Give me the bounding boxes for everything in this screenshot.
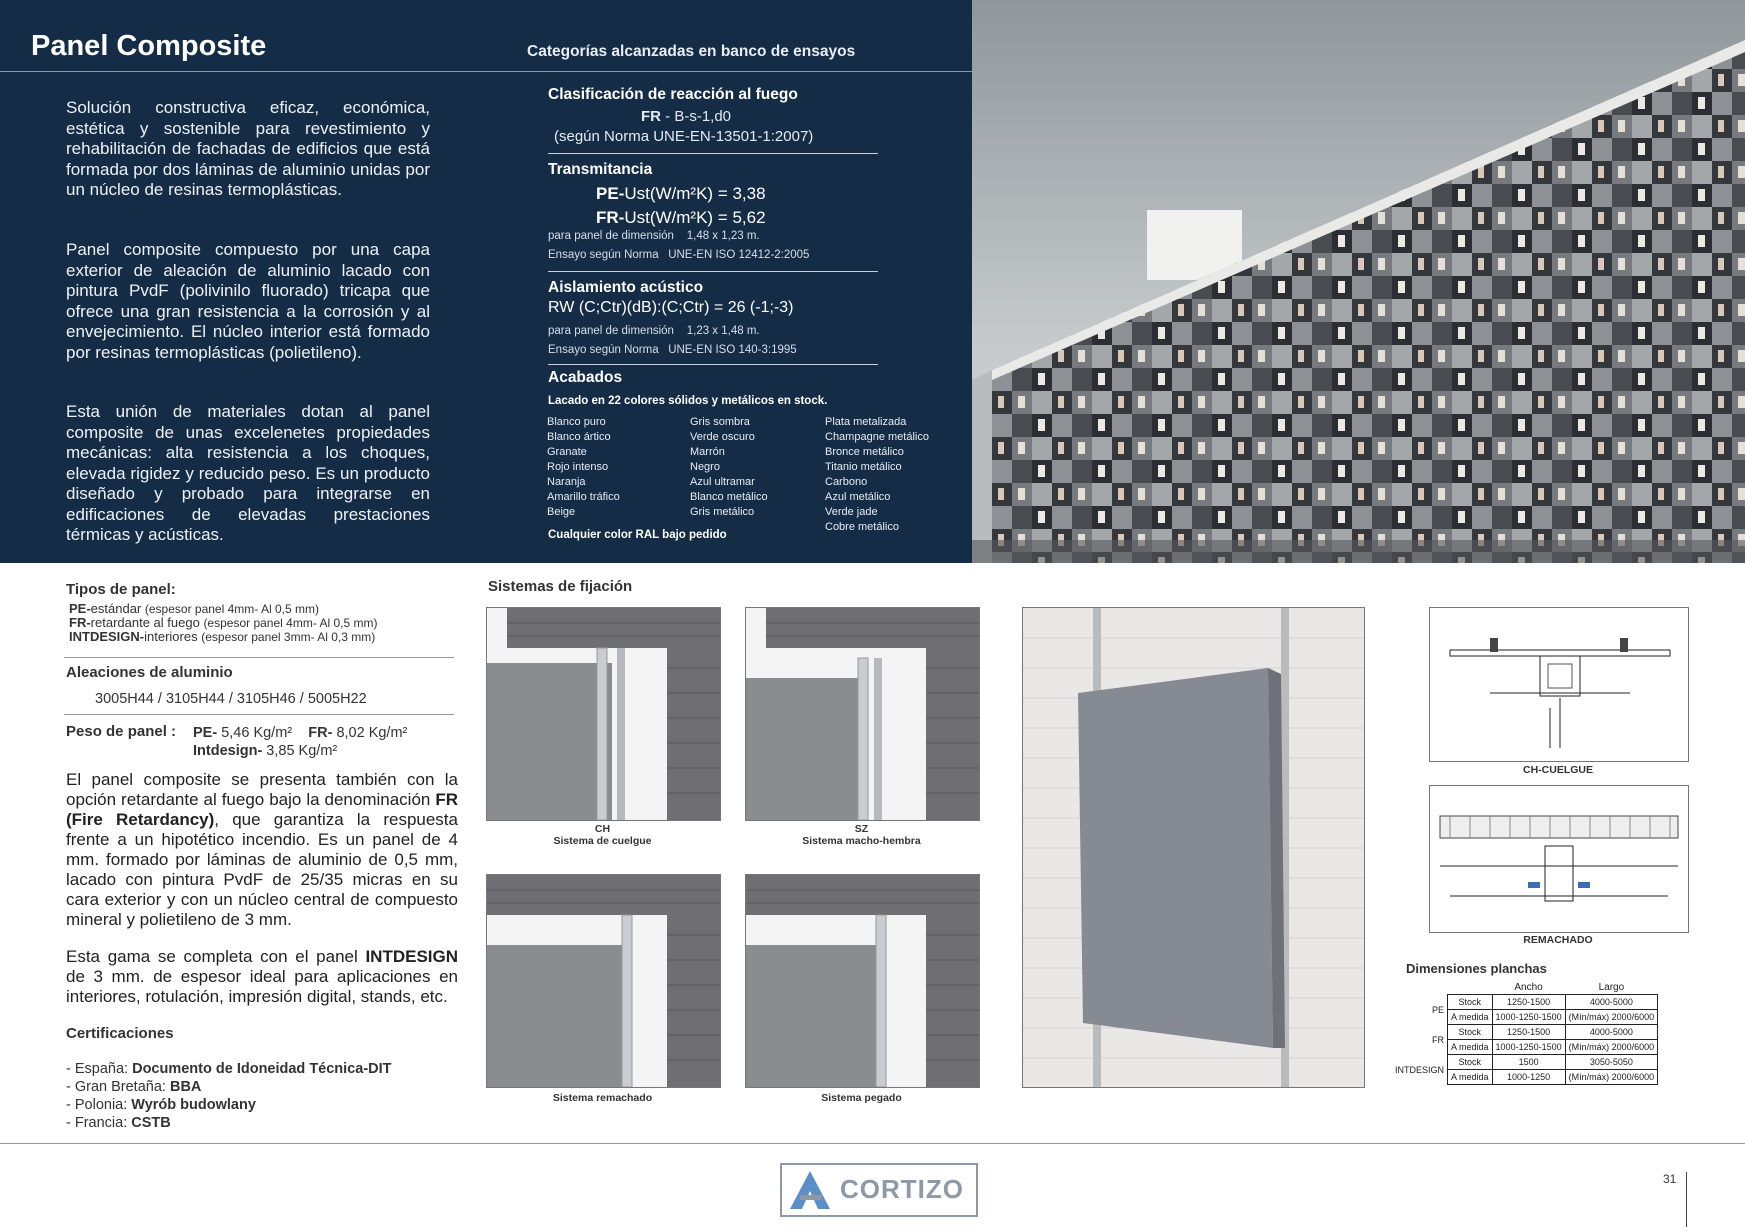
- row-largo: 4000-5000: [1565, 995, 1658, 1010]
- finish-list-col-3: [825, 415, 929, 535]
- header-panel: [0, 0, 972, 563]
- dimension-label: para panel de dimensión: [548, 230, 674, 242]
- fixing-ch-caption: [486, 823, 719, 847]
- transmittance-pe: [596, 184, 766, 204]
- row-largo: (Mín/máx) 2000/6000: [1565, 1070, 1658, 1085]
- alloys-heading: Aleaciones de aluminio: [66, 664, 233, 681]
- row-type: Stock: [1448, 995, 1493, 1010]
- row-largo: 3050-5050: [1565, 1055, 1658, 1070]
- panel-type-name: interiores: [144, 629, 198, 644]
- header-divider: [0, 71, 972, 72]
- panel-types-heading: Tipos de panel:: [66, 581, 176, 598]
- panel-mounting-illustration: [1023, 608, 1364, 1087]
- finish-item: Bronce metálico: [825, 446, 904, 458]
- group-name: FR: [1432, 1034, 1445, 1045]
- fr-text-a: El panel composite se presenta también con la opción retardante al fuego bajo la denominación: [66, 770, 458, 809]
- fixing-sz-caption: [745, 823, 978, 847]
- remachado-drawing-svg: [1430, 786, 1688, 932]
- fr-text-b: FR (Fire Retardancy): [66, 790, 458, 829]
- transmittance-pe-prefix: PE-: [596, 184, 625, 203]
- finish-item: Blanco metálico: [690, 491, 768, 503]
- intdesign-description: [66, 947, 458, 1007]
- finish-list-col-1: [547, 415, 620, 520]
- col-header-ancho: Ancho: [1514, 981, 1543, 993]
- building-photo: [972, 0, 1745, 563]
- wall-illustration: [487, 875, 720, 1087]
- row-ancho: 1250-1500: [1492, 995, 1565, 1010]
- intdesign-text-a: Esta gama se completa con el panel: [66, 947, 366, 966]
- fixing-glued-figure: [745, 874, 980, 1088]
- fixing-ch-label: Sistema de cuelgue: [553, 835, 652, 847]
- ch-cuelgue-drawing-svg: [1430, 608, 1688, 761]
- ch-cuelgue-label: CH-CUELGUE: [1523, 764, 1593, 776]
- weight-label: Peso de panel :: [66, 723, 177, 740]
- transmittance-pe-value: Ust(W/m²K) = 3,38: [624, 184, 766, 203]
- fixing-ch-code: CH: [594, 823, 611, 835]
- panel-type-code: FR-: [69, 615, 91, 630]
- panel-types-list: [69, 602, 378, 644]
- certification-country: - Polonia:: [66, 1097, 132, 1113]
- finish-item: Gris sombra: [690, 416, 750, 428]
- intro-paragraph-3: Esta unión de materiales dotan al panel composite de unas excelenetes propiedades mecánicas: alta resistencia a los choques, elevada rigidez y reducido peso. Es un producto diseñado y probado para integrarse en edificaciones de elevadas prestaciones térmicas y acústicas.: [66, 402, 430, 544]
- finish-item: Cobre metálico: [825, 521, 899, 533]
- certification-name: Wyrób budowlany: [131, 1097, 256, 1113]
- test-value: UNE-EN ISO 140-3:1995: [668, 344, 797, 356]
- divider: [64, 657, 454, 658]
- certification-name: BBA: [169, 1079, 202, 1095]
- acoustic-dimension: [548, 325, 760, 337]
- certification-name: CSTB: [131, 1115, 171, 1131]
- page-number-rule: [1686, 1172, 1687, 1227]
- wall-illustration: [746, 608, 979, 820]
- certification-item: [66, 1060, 392, 1078]
- certification-item: [66, 1096, 392, 1114]
- divider: [548, 153, 878, 154]
- table-corner: [1448, 980, 1493, 995]
- certification-country: - Gran Bretaña:: [66, 1079, 170, 1095]
- row-type: Stock: [1448, 1055, 1493, 1070]
- finishes-heading: Acabados: [548, 369, 623, 386]
- divider: [548, 364, 878, 365]
- finish-item: Azul metálico: [825, 491, 891, 503]
- footer-divider: [0, 1143, 1745, 1144]
- intdesign-text-b: INTDESIGN: [365, 947, 458, 966]
- page-title: Panel Composite: [31, 30, 267, 62]
- ch-cuelgue-drawing: [1429, 607, 1689, 762]
- panel-type-detail: (espesor panel 4mm- Al 0,5 mm): [203, 616, 378, 630]
- wall-illustration: [746, 875, 979, 1087]
- table-corner: [1392, 980, 1448, 995]
- panel-type-detail: (espesor panel 3mm- Al 0,3 mm): [201, 630, 376, 644]
- finish-item: Blanco ártico: [547, 431, 611, 443]
- intro-paragraph-1: Solución constructiva eficaz, económica, estética y sostenible para revestimiento y rehabilitación de fachadas de edificios que está formada por dos láminas de aluminio unidas por un núcleo de resinas termoplásticas.: [66, 98, 430, 199]
- row-type: A medida: [1448, 1070, 1493, 1085]
- brand-name: CORTIZO: [840, 1174, 964, 1204]
- finish-item: Amarillo tráfico: [547, 491, 620, 503]
- fire-heading: Clasificación de reacción al fuego: [548, 86, 798, 103]
- table-row: [1392, 995, 1658, 1010]
- acoustic-heading: Aislamiento acústico: [548, 279, 704, 296]
- finish-item: Azul ultramar: [690, 476, 755, 488]
- dimension-label: para panel de dimensión: [548, 325, 674, 337]
- cortizo-logo: [780, 1163, 978, 1217]
- panel-type-code: PE-: [69, 601, 91, 616]
- panel-type-item: [69, 602, 378, 616]
- row-ancho: 1000-1250: [1492, 1070, 1565, 1085]
- row-ancho: 1000-1250-1500: [1492, 1010, 1565, 1025]
- weight-pe-value: 5,46 Kg/m²: [217, 725, 293, 741]
- ral-note: Cualquier color RAL bajo pedido: [548, 529, 727, 541]
- acoustic-value: RW (C;Ctr)(dB):(C;Ctr) = 26 (-1;-3): [548, 299, 794, 316]
- finishes-subheading: Lacado en 22 colores sólidos y metálicos en stock.: [548, 395, 828, 407]
- finish-item: Verde jade: [825, 506, 878, 518]
- row-largo: (Mín/máx) 2000/6000: [1565, 1040, 1658, 1055]
- panel-type-name: estándar: [90, 601, 142, 616]
- transmittance-dimension: [548, 230, 760, 242]
- finish-item: Carbono: [825, 476, 868, 488]
- weight-fr-code: FR-: [308, 725, 333, 741]
- fixing-sz-label: Sistema macho-hembra: [802, 835, 921, 847]
- test-value: UNE-EN ISO 12412-2:2005: [668, 249, 810, 261]
- row-ancho: 1000-1250-1500: [1492, 1040, 1565, 1055]
- dimensions-table-wrap: [1392, 980, 1658, 1085]
- finish-item: Titanio metálico: [825, 461, 902, 473]
- fixing-sz-figure: [745, 607, 980, 821]
- dimensions-table: [1392, 980, 1658, 1085]
- fire-class-value: - B-s-1,d0: [661, 108, 732, 125]
- remachado-label: REMACHADO: [1523, 934, 1593, 946]
- col-header-largo: Largo: [1598, 981, 1625, 993]
- row-type: A medida: [1448, 1040, 1493, 1055]
- row-ancho: 1500: [1492, 1055, 1565, 1070]
- panel-mounting-figure: [1022, 607, 1365, 1088]
- finish-item: Champagne metálico: [825, 431, 929, 443]
- finish-list-col-2: [690, 415, 768, 520]
- categories-heading: Categorías alcanzadas en banco de ensayos: [527, 43, 856, 60]
- row-type: A medida: [1448, 1010, 1493, 1025]
- finish-item: Gris metálico: [690, 506, 755, 518]
- remachado-drawing: [1429, 785, 1689, 933]
- fire-norm: (según Norma UNE-EN-13501-1:2007): [554, 128, 814, 145]
- weight-pe-code: PE-: [193, 725, 218, 741]
- building-illustration: [972, 0, 1745, 563]
- certification-name: Documento de Idoneidad Técnica-DIT: [132, 1061, 392, 1077]
- fixing-riveted-caption: Sistema remachado: [552, 1092, 653, 1104]
- fixing-sz-code: SZ: [854, 823, 869, 835]
- weight-int-code: Intdesign-: [193, 743, 263, 759]
- intro-paragraph-2: Panel composite compuesto por una capa exterior de aleación de aluminio lacado con pintura PvdF (polivinilo fluorado) tricapa que ofrece una gran resistencia a la corrosión y al envejecimiento. El núcleo interior está formado por resinas termoplásticas (polietileno).: [66, 240, 430, 362]
- table-row: [1392, 1025, 1658, 1040]
- certification-country: - Francia:: [66, 1115, 132, 1131]
- table-row: [1392, 1055, 1658, 1070]
- certification-item: [66, 1078, 392, 1096]
- transmittance-fr-prefix: FR-: [596, 208, 625, 227]
- test-label: Ensayo según Norma: [548, 344, 659, 356]
- fire-class-prefix: FR: [641, 108, 661, 125]
- certification-item: [66, 1114, 392, 1132]
- group-name: PE: [1432, 1004, 1445, 1015]
- divider: [548, 271, 878, 272]
- fixing-ch-figure: [486, 607, 721, 821]
- divider: [64, 714, 454, 715]
- weight-fr-value: 8,02 Kg/m²: [332, 725, 408, 741]
- transmittance-fr: [596, 208, 766, 228]
- cortizo-logo-icon: [788, 1169, 832, 1211]
- certifications-list: [66, 1060, 392, 1132]
- page-number: 31: [1663, 1172, 1677, 1186]
- finish-item: Naranja: [547, 476, 586, 488]
- panel-type-item: [69, 616, 378, 630]
- fixing-glued-caption: Sistema pegado: [821, 1092, 902, 1104]
- finish-item: Blanco puro: [547, 416, 606, 428]
- row-largo: (Mín/máx) 2000/6000: [1565, 1010, 1658, 1025]
- fixing-heading: Sistemas de fijación: [488, 578, 633, 595]
- dimension-value: 1,23 x 1,48 m.: [686, 325, 760, 337]
- row-largo: 4000-5000: [1565, 1025, 1658, 1040]
- transmittance-test: [548, 249, 809, 261]
- dimension-value: 1,48 x 1,23 m.: [686, 230, 760, 242]
- transmittance-heading: Transmitancia: [548, 161, 653, 178]
- panel-type-name: retardante al fuego: [90, 615, 200, 630]
- fr-text-c: , que garantiza la respuesta frente a un hipotético incendio. Es un panel de 4 mm. formado por láminas de aluminio de 0,5 mm, lacado con pintura PvdF de 25/35 micras en su cara exterior y con un núcleo central de compuesto mineral y polietileno de 3 mm.: [66, 810, 458, 929]
- weight-int-value: 3,85 Kg/m²: [262, 743, 338, 759]
- row-type: Stock: [1448, 1025, 1493, 1040]
- acoustic-test: [548, 344, 797, 356]
- wall-illustration: [487, 608, 720, 820]
- dimensions-heading: Dimensiones planchas: [1406, 961, 1547, 976]
- finish-item: Beige: [547, 506, 576, 518]
- panel-type-item: [69, 630, 378, 644]
- finish-item: Verde oscuro: [690, 431, 755, 443]
- fire-class: [641, 108, 731, 125]
- weight-intdesign: [193, 743, 337, 759]
- test-label: Ensayo según Norma: [548, 249, 659, 261]
- finish-item: Rojo intenso: [547, 461, 609, 473]
- panel-type-detail: (espesor panel 4mm- Al 0,5 mm): [144, 602, 319, 616]
- finish-item: Negro: [690, 461, 720, 473]
- finish-item: Plata metalizada: [825, 416, 907, 428]
- alloys-value: 3005H44 / 3105H44 / 3105H46 / 5005H22: [95, 691, 367, 707]
- group-name: INTDESIGN: [1395, 1064, 1445, 1075]
- intdesign-text-c: de 3 mm. de espesor ideal para aplicaciones en interiores, rotulación, impresión digital, stands, etc.: [66, 967, 458, 1006]
- fixing-riveted-figure: [486, 874, 721, 1088]
- finish-item: Granate: [547, 446, 587, 458]
- weight-pe-fr: [193, 725, 407, 741]
- certifications-heading: Certificaciones: [66, 1025, 174, 1042]
- fr-description: [66, 770, 458, 930]
- finish-item: Marrón: [690, 446, 725, 458]
- row-ancho: 1250-1500: [1492, 1025, 1565, 1040]
- certification-country: - España:: [66, 1061, 133, 1077]
- transmittance-fr-value: Ust(W/m²K) = 5,62: [624, 208, 766, 227]
- panel-type-code: INTDESIGN-: [69, 629, 145, 644]
